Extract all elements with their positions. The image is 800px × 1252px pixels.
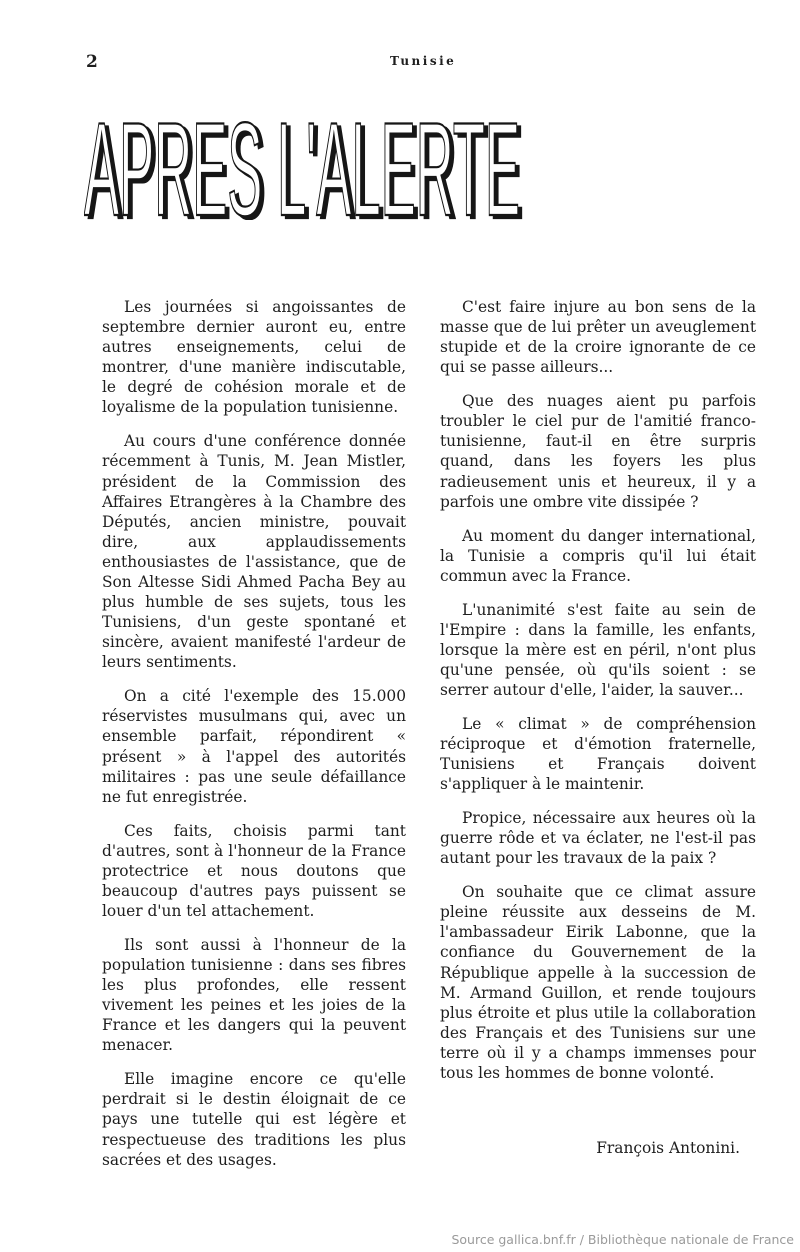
article-title-text: APRES L'ALERTE xyxy=(84,116,520,220)
paragraph: Ces faits, choisis parmi tant d'autres, sont à l'honneur de la France protectrice et nous doutons que beaucoup d'autres pays puissent se louer d'un tel attachement. xyxy=(102,821,406,921)
paragraph: On a cité l'exemple des 15.000 réservistes musulmans qui, avec un ensemble parfait, répondirent « présent » à l'appel des autorités militaires : pas une seule défaillance ne fut enregistrée. xyxy=(102,687,406,806)
author-signature: François Antonini. xyxy=(596,1139,740,1157)
source-credit: Source gallica.bnf.fr / Bibliothèque nationale de France xyxy=(451,1232,794,1247)
paragraph: L'unanimité s'est faite au sein de l'Empire : dans la famille, les enfants, lorsque la mère est en péril, n'ont plus qu'une pensée, où qu'ils soient : se serrer autour d'elle, l'aider, la sauver... xyxy=(440,600,756,699)
right-column xyxy=(440,297,756,1097)
paragraph: Propice, nécessaire aux heures où la guerre rôde et va éclater, ne l'est-il pas autant pour les travaux de la paix ? xyxy=(440,809,756,868)
paragraph: Ils sont aussi à l'honneur de la population tunisienne : dans ses fibres les plus profondes, elle ressent vivement les peines et les joies de la France et les dangers qui la peuvent menacer. xyxy=(102,935,406,1055)
paragraph: Elle imagine encore ce qu'elle perdrait si le destin éloignait de ce pays une tutelle qui est légère et respectueuse des traditions les plus sacrées et des usages. xyxy=(102,1070,406,1169)
page-number: 2 xyxy=(86,52,98,72)
paragraph: Au moment du danger international, la Tunisie a compris qu'il lui était commun avec la France. xyxy=(440,526,756,585)
paragraph: On souhaite que ce climat assure pleine réussite aux desseins de M. l'ambassadeur Eirik Labonne, que la confiance du Gouvernement de la République appelle à la succession de M. Armand Guillon, et rende toujours plus étroite et plus utile la collaboration des Français et des Tunisiens sur une terre où il y a champs immenses pour tous les hommes de bonne volonté. xyxy=(440,883,756,1082)
paragraph: C'est faire injure au bon sens de la masse que de lui prêter un aveuglement stupide et de la croire ignorante de ce qui se passe ailleurs... xyxy=(440,298,756,377)
paragraph: Le « climat » de compréhension réciproque et d'émotion fraternelle, Tunisiens et Français doivent s'appliquer à le maintenir. xyxy=(440,714,756,794)
paragraph: Que des nuages aient pu parfois troubler le ciel pur de l'amitié franco-tunisienne, faut-il en être surpris quand, dans les foyers les plus radieusement unis et heureux, il y a parfois une ombre vite dissipée ? xyxy=(440,392,756,511)
article-title xyxy=(84,116,534,220)
left-column xyxy=(102,297,406,1184)
running-head: Tunisie xyxy=(390,54,457,68)
paragraph: Les journées si angoissantes de septembre dernier auront eu, entre autres enseignements, celui de montrer, d'une manière indiscutable, le degré de cohésion morale et de loyalisme de la population tunisienne. xyxy=(102,298,406,417)
paragraph: Au cours d'une conférence donnée récemment à Tunis, M. Jean Mistler, président de la Commission des Affaires Etrangères à la Chambre des Députés, ancien ministre, pouvait dire, aux applaudissements enthousiastes de l'assistance, que de Son Altesse Sidi Ahmed Pacha Bey au plus humble de ses sujets, tous les Tunisiens, d'un geste spontané et sincère, avaient manifesté l'ardeur de leurs sentiments. xyxy=(102,432,406,672)
